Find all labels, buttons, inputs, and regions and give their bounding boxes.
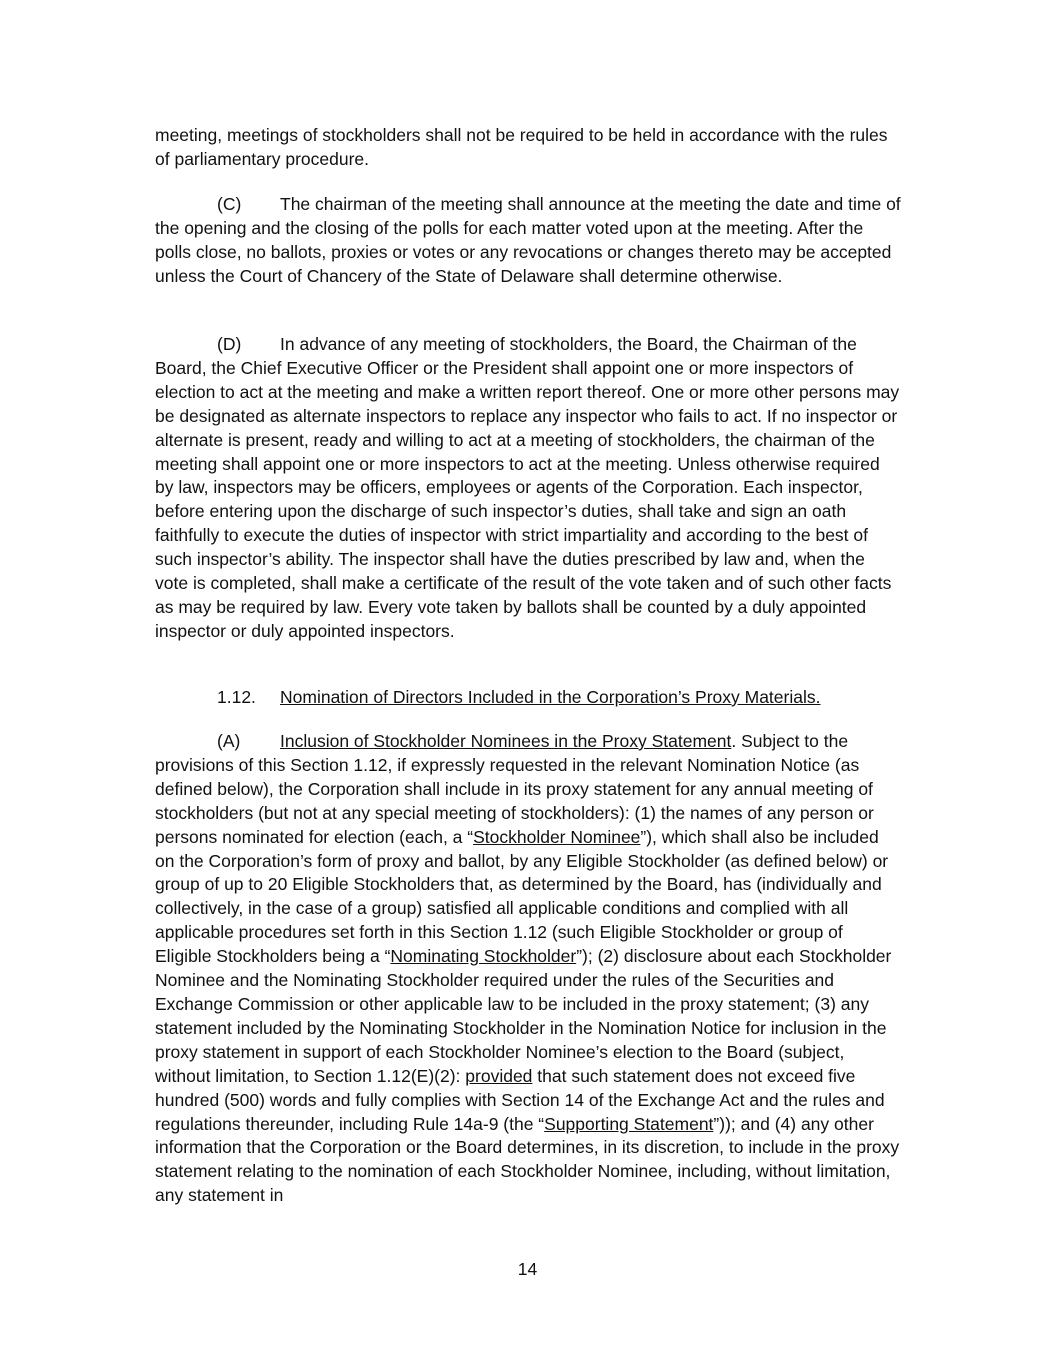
paragraph-a-text-4: that such statement does not exceed five hundred (500) words and fully complies with Section 14 of the Exchange Act and the rules and regulations thereunder, including Rule 14a-9 (the “ <box>155 1065 885 1134</box>
defined-term-supporting-statement: Supporting Statement <box>544 1113 714 1134</box>
paragraph-continuation: meeting, meetings of stockholders shall not be required to be held in accordance with the rules of parliamentary procedure. <box>155 125 888 169</box>
paragraph-a-text-3: ”); (2) disclosure about each Stockholder Nominee and the Nominating Stockholder required under the rules of the Securities and Exchange Commission or other applicable law to be included in the proxy statement; (3) any statement included by the Nominating Stockholder in the Nomination Notice for inclusion in the proxy statement in support of each Stockholder Nominee’s election to the Board (subject, without limitation, to Section 1.12(E)(2): <box>155 946 892 1086</box>
page-number: 14 <box>517 1259 538 1279</box>
section-title: Nomination of Directors Included in the Corporation’s Proxy Materials. <box>280 687 821 707</box>
paragraph-a-heading: Inclusion of Stockholder Nominees in the Proxy Statement <box>280 731 732 751</box>
paragraph-a-text-5: ”)); and (4) any other information that the Corporation or the Board determines, in its discretion, to include in the proxy statement relating to the nomination of each Stockholder Nominee, including, without limitation, any statement in <box>155 1113 900 1206</box>
paragraph-c <box>155 193 901 289</box>
section-heading-1-12 <box>155 686 901 710</box>
defined-term-nominating-stockholder: Nominating Stockholder <box>390 946 577 967</box>
section-number: 1.12. <box>217 687 256 707</box>
paragraph-a-label: (A) <box>217 731 241 751</box>
paragraph-d-text: In advance of any meeting of stockholders, the Board, the Chairman of the Board, the Chief Executive Officer or the President shall appoint one or more inspectors of election to act at the meeting and make a written report thereof. One or more other persons may be designated as alternate inspectors to replace any inspector who fails to act. If no inspector or alternate is present, ready and willing to act at a meeting of stockholders, the chairman of the meeting shall appoint one or more inspectors to act at the meeting. Unless otherwise required by law, inspectors may be officers, employees or agents of the Corporation. Each inspector, before entering upon the discharge of such inspector’s duties, shall take and sign an oath faithfully to execute the duties of inspector with strict impartiality and according to the best of such inspector’s ability. The inspector shall have the duties prescribed by law and, when the vote is completed, shall make a certificate of the result of the vote taken and of such other facts as may be required by law. Every vote taken by ballots shall be counted by a duly appointed inspector or duly appointed inspectors. <box>155 334 900 641</box>
paragraph-d-label: (D) <box>217 334 242 354</box>
paragraph-d <box>155 333 901 644</box>
paragraph-a-text-2: ”), which shall also be included on the Corporation’s form of proxy and ballot, by any Eligible Stockholder (as defined below) or group of up to 20 Eligible Stockholders that, as determined by the Board, has (individually and collectively, in the case of a group) satisfied all applicable conditions and complied with all applicable procedures set forth in this Section 1.12 (such Eligible Stockholder or group of Eligible Stockholders being a “ <box>155 826 889 967</box>
paragraph-a <box>155 730 901 1208</box>
paragraph-c-label: (C) <box>217 194 242 214</box>
paragraph-a-text-1: . Subject to the provisions of this Section 1.12, if expressly requested in the relevant Nomination Notice (as defined below), the Corporation shall include in its proxy statement for any annual meeting of stockholders (but not at any special meeting of stockholders): (1) the names of any person or persons nominated for election (each, a “ <box>155 731 874 847</box>
paragraph-c-text: The chairman of the meeting shall announce at the meeting the date and time of the opening and the closing of the polls for each matter voted upon at the meeting. After the polls close, no ballots, proxies or votes or any revocations or changes thereto may be accepted unless the Court of Chancery of the State of Delaware shall determine otherwise. <box>155 194 901 286</box>
term-provided: provided <box>465 1065 533 1086</box>
defined-term-stockholder-nominee: Stockholder Nominee <box>473 826 641 847</box>
